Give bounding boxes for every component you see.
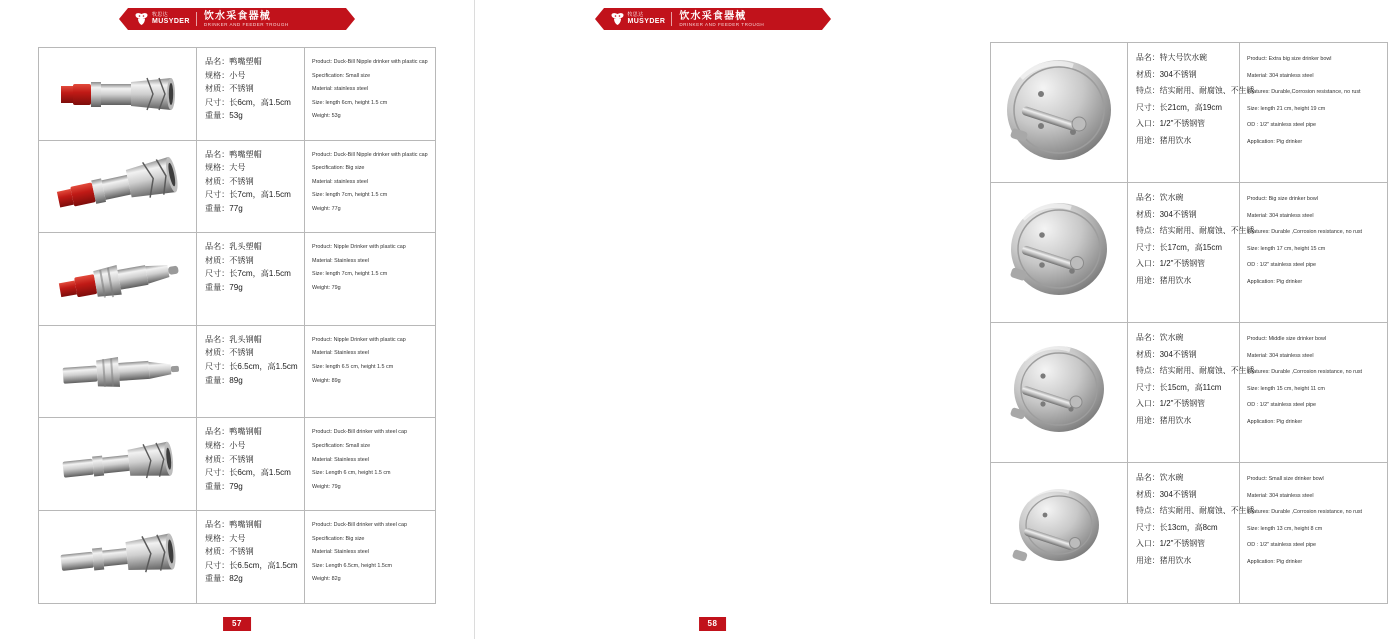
spec-line-cn: 材质：不锈钢 <box>205 84 254 94</box>
spec-line-en: Size: length 7cm, height 1.5 cm <box>312 271 388 278</box>
table-row <box>991 183 1387 323</box>
product-image-drinker-bowl-small <box>991 463 1128 603</box>
banner-title-cn: 饮水采食器械 <box>203 10 272 22</box>
banner-title-en: DRINKER AND FEEDER TROUGH <box>679 22 765 28</box>
spec-line-cn: 尺寸：长6.5cm，高1.5cm <box>205 560 298 570</box>
banner-title-en: DRINKER AND FEEDER TROUGH <box>203 22 289 28</box>
spec-line-en: Material: Stainless steel <box>312 350 369 357</box>
table-row <box>991 43 1387 183</box>
brand-logo-cn: 牧思达 <box>152 12 168 18</box>
table-row <box>39 326 435 419</box>
spec-line-en: Material: Stainless steel <box>312 456 369 463</box>
spec-line-cn: 尺寸：长6cm，高1.5cm <box>205 468 291 478</box>
spec-line-cn: 品名：鸭嘴钢帽 <box>205 519 262 529</box>
product-spec-cn <box>1128 43 1255 182</box>
spec-line-cn: 尺寸：长6cm，高1.5cm <box>205 97 291 107</box>
product-spec-en <box>305 141 435 233</box>
spec-line-en: Product: Nipple Drinker with plastic cap <box>312 336 406 343</box>
banner-title-group <box>204 11 289 28</box>
product-spec-cn <box>1128 323 1255 462</box>
table-row <box>39 418 435 511</box>
brand-logo-en: MUSYDER <box>627 18 666 25</box>
bull-head-logo-icon <box>610 12 625 26</box>
spec-line-en: Material: stainless steel <box>312 178 369 185</box>
spec-line-cn: 规格：大号 <box>205 533 246 543</box>
product-spec-cn <box>197 233 305 325</box>
product-spec-cn <box>197 141 305 233</box>
spec-line-en: Product: Middle size drinker bowl <box>1247 336 1327 342</box>
spec-line-cn: 品名：鸭嘴钢帽 <box>205 427 262 437</box>
spec-line-cn: 品名：鸭嘴塑帽 <box>205 57 262 66</box>
table-row <box>39 511 435 604</box>
spec-line-cn: 尺寸：长15cm，高11cm <box>1136 382 1222 392</box>
spec-line-en: Size: Length 6.5cm, height 1.5cm <box>312 562 393 569</box>
table-row <box>991 323 1387 463</box>
product-image-drinker-bowl-extra-big <box>991 43 1128 182</box>
spec-line-cn: 尺寸：长21cm，高19cm <box>1136 102 1222 112</box>
product-spec-en <box>305 326 435 418</box>
table-row <box>39 48 435 141</box>
spec-line-en: Product: Small size drinker bowl <box>1247 476 1324 482</box>
spec-line-en: Product: Extra big size drinker bowl <box>1247 56 1332 62</box>
spec-line-en: Product: Duck-Bill Nipple drinker with plastic cap <box>312 151 428 158</box>
brand-logo <box>134 12 197 26</box>
table-row <box>39 141 435 234</box>
spec-line-cn: 尺寸：长7cm，高1.5cm <box>205 190 291 200</box>
spec-line-cn: 规格：小号 <box>205 70 246 80</box>
spec-line-cn: 品名：鸭嘴塑帽 <box>205 149 262 159</box>
spec-line-cn: 入口：1/2"不锈钢管 <box>1136 399 1206 408</box>
catalog-page-left <box>0 0 475 639</box>
spec-line-en: Size: Length 6 cm, height 1.5 cm <box>312 470 391 477</box>
brand-logo <box>610 12 673 26</box>
spec-line-cn: 用途：猪用饮水 <box>1136 555 1192 565</box>
product-spec-en <box>1240 323 1387 462</box>
spec-line-en: Features: Durable ,Corrosion resistance, no rust <box>1247 229 1363 235</box>
spec-line-en: Size: length 6.5 cm, height 1.5 cm <box>312 363 394 370</box>
product-image-duckbill-nipple-plastic-cap-small <box>39 48 197 140</box>
spec-line-cn: 入口：1/2"不锈钢管 <box>1136 539 1206 548</box>
spec-line-en: Material: 304 stainless steel <box>1247 212 1314 219</box>
brand-logo-text <box>628 13 666 25</box>
spec-line-en: Specification: Small size <box>312 72 371 79</box>
product-spec-en <box>1240 43 1387 182</box>
spec-line-en: Features: Durable,Corrosion resistance, no rust <box>1247 89 1361 95</box>
spec-line-cn: 品名：饮水碗 <box>1136 333 1184 342</box>
spec-line-en: OD : 1/2" stainless steel pipe <box>1247 262 1317 268</box>
product-spec-en <box>305 233 435 325</box>
spec-line-cn: 用途：猪用饮水 <box>1136 275 1192 285</box>
product-spec-en <box>1240 463 1387 603</box>
spec-line-cn: 材质：不锈钢 <box>205 547 254 557</box>
spec-line-en: Product: Duck-Bill drinker with steel cap <box>312 521 407 528</box>
product-spec-en <box>305 418 435 510</box>
spec-line-cn: 入口：1/2"不锈钢管 <box>1136 119 1206 128</box>
page-number-left: 57 <box>223 617 251 631</box>
spec-line-en: Product: Big size drinker bowl <box>1247 196 1319 202</box>
product-table-right <box>990 42 1388 604</box>
brand-logo-text <box>152 13 190 25</box>
spec-line-en: Weight: 77g <box>312 205 341 212</box>
product-spec-en <box>1240 183 1387 322</box>
product-spec-cn <box>1128 183 1255 322</box>
product-spec-cn <box>197 326 305 418</box>
spec-line-cn: 材质：不锈钢 <box>205 454 254 464</box>
product-spec-en <box>305 48 435 140</box>
spec-line-cn: 重量：53g <box>205 111 243 121</box>
spec-line-en: Application: Pig drinker <box>1247 138 1303 145</box>
spec-line-en: Size: length 13 cm, height 8 cm <box>1247 525 1323 532</box>
table-row <box>39 233 435 326</box>
spec-line-cn: 品名：饮水碗 <box>1136 193 1184 202</box>
bull-head-logo-icon <box>134 12 149 26</box>
spec-line-en: Material: 304 stainless steel <box>1247 492 1314 499</box>
spec-line-cn: 规格：大号 <box>205 163 246 173</box>
spec-line-cn: 品名：饮水碗 <box>1136 473 1184 482</box>
product-spec-en <box>305 511 435 604</box>
spec-line-cn: 品名：乳头钢帽 <box>205 334 262 344</box>
banner-title-cn: 饮水采食器械 <box>679 10 747 22</box>
brand-logo-en: MUSYDER <box>152 18 190 25</box>
spec-line-cn: 特点：结实耐用、耐腐蚀、不生锈 <box>1136 506 1255 515</box>
spec-line-cn: 品名：乳头塑帽 <box>205 242 262 252</box>
spec-line-en: OD : 1/2" stainless steel pipe <box>1247 542 1317 548</box>
spec-line-cn: 材质：304不锈钢 <box>1136 349 1197 359</box>
product-spec-cn <box>197 511 305 604</box>
spec-line-en: Material: Stainless steel <box>312 257 369 264</box>
table-row <box>991 463 1387 603</box>
spec-line-cn: 重量：82g <box>205 574 243 584</box>
spec-line-en: Material: 304 stainless steel <box>1247 72 1314 79</box>
spec-line-en: OD : 1/2" stainless steel pipe <box>1247 122 1317 128</box>
spec-line-cn: 特点：结实耐用、耐腐蚀、不生锈 <box>1136 226 1255 235</box>
spec-line-cn: 品名：特大号饮水碗 <box>1136 53 1208 62</box>
spec-line-cn: 材质：不锈钢 <box>205 255 254 265</box>
spec-line-en: Features: Durable ,Corrosion resistance, no rust <box>1247 509 1363 515</box>
spec-line-cn: 尺寸：长13cm，高8cm <box>1136 522 1218 532</box>
spec-line-cn: 重量：79g <box>205 481 243 491</box>
page-header-banner-left <box>128 8 346 30</box>
spec-line-en: Application: Pig drinker <box>1247 558 1303 565</box>
spec-line-en: Product: Duck-Bill Nipple drinker with plastic cap <box>312 59 428 65</box>
product-image-drinker-bowl-big <box>991 183 1128 322</box>
spec-line-en: Material: stainless steel <box>312 86 369 93</box>
spec-line-en: Size: length 17 cm, height 15 cm <box>1247 245 1326 252</box>
banner-title-group <box>679 11 764 28</box>
spec-line-cn: 重量：79g <box>205 282 243 292</box>
spec-line-en: OD : 1/2" stainless steel pipe <box>1247 402 1317 408</box>
spec-line-cn: 材质：304不锈钢 <box>1136 69 1197 79</box>
spec-line-cn: 重量：77g <box>205 203 243 213</box>
spec-line-en: Material: Stainless steel <box>312 549 369 556</box>
spec-line-en: Features: Durable ,Corrosion resistance, no rust <box>1247 369 1363 375</box>
product-spec-cn <box>1128 463 1255 603</box>
spec-line-cn: 尺寸：长17cm，高15cm <box>1136 242 1222 252</box>
spec-line-cn: 尺寸：长7cm，高1.5cm <box>205 269 291 279</box>
spec-line-cn: 尺寸：长6.5cm，高1.5cm <box>205 361 298 371</box>
spec-line-cn: 用途：猪用饮水 <box>1136 415 1192 425</box>
spec-line-en: Size: length 21 cm, height 19 cm <box>1247 105 1326 112</box>
page-number-right: 58 <box>699 617 727 631</box>
spec-line-en: Product: Duck-Bill drinker with steel cap <box>312 429 407 436</box>
product-table-left <box>38 47 436 604</box>
spec-line-cn: 规格：小号 <box>205 440 246 450</box>
spec-line-cn: 材质：不锈钢 <box>205 348 254 358</box>
spec-line-en: Size: length 15 cm, height 11 cm <box>1247 385 1325 392</box>
product-image-nipple-steel-cap <box>39 326 197 418</box>
spec-line-cn: 用途：猪用饮水 <box>1136 135 1192 145</box>
spec-line-en: Weight: 82g <box>312 576 341 583</box>
product-spec-cn <box>197 418 305 510</box>
product-image-duckbill-steel-cap-big <box>39 511 197 604</box>
product-spec-cn <box>197 48 305 140</box>
spec-line-en: Material: 304 stainless steel <box>1247 352 1314 359</box>
spec-line-en: Specification: Small size <box>312 442 371 449</box>
spec-line-en: Size: length 6cm, height 1.5 cm <box>312 99 388 106</box>
spec-line-cn: 入口：1/2"不锈钢管 <box>1136 259 1206 268</box>
spec-line-en: Weight: 79g <box>312 284 341 291</box>
spec-line-en: Weight: 79g <box>312 483 341 490</box>
product-image-duckbill-nipple-plastic-cap-big <box>39 141 197 233</box>
product-image-nipple-plastic-cap <box>39 233 197 325</box>
page-header-banner-right <box>604 8 822 30</box>
spec-line-en: Weight: 53g <box>312 113 341 120</box>
spec-line-cn: 材质：304不锈钢 <box>1136 489 1197 499</box>
spec-line-cn: 特点：结实耐用、耐腐蚀、不生锈 <box>1136 86 1255 95</box>
spec-line-en: Application: Pig drinker <box>1247 278 1303 285</box>
spec-line-cn: 材质：不锈钢 <box>205 176 254 186</box>
spec-line-en: Specification: Big size <box>312 535 365 542</box>
spec-line-en: Application: Pig drinker <box>1247 418 1303 425</box>
product-image-drinker-bowl-middle <box>991 323 1128 462</box>
spec-line-en: Specification: Big size <box>312 165 365 172</box>
spec-line-cn: 重量：89g <box>205 375 243 385</box>
spec-line-en: Weight: 89g <box>312 377 341 384</box>
brand-logo-cn: 牧思达 <box>627 12 644 18</box>
spec-line-cn: 材质：304不锈钢 <box>1136 209 1197 219</box>
product-image-duckbill-steel-cap-small <box>39 418 197 510</box>
spec-line-en: Size: length 7cm, height 1.5 cm <box>312 192 388 199</box>
spec-line-en: Product: Nipple Drinker with plastic cap <box>312 244 406 251</box>
spec-line-cn: 特点：结实耐用、耐腐蚀、不生锈 <box>1136 366 1255 375</box>
catalog-page-right <box>475 0 1363 639</box>
